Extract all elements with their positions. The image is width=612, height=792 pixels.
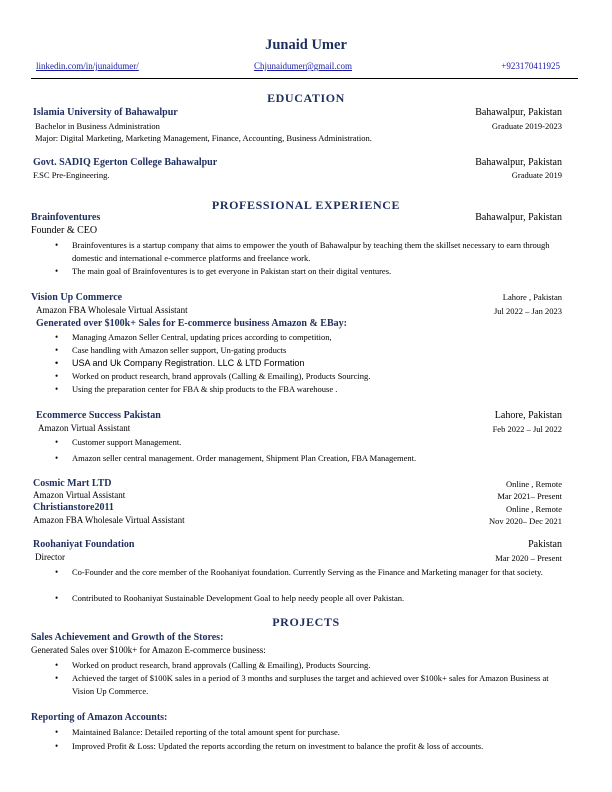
job-role: Amazon Virtual Assistant: [38, 423, 131, 433]
project-title: Sales Achievement and Growth of the Stores:: [31, 632, 224, 643]
bullet-item: • Managing Amazon Seller Central, updating prices according to competition,: [72, 331, 562, 344]
company-name: Ecommerce Success Pakistan: [36, 410, 161, 421]
header-divider: [31, 78, 578, 79]
graduation-date: Graduate 2019: [511, 170, 562, 180]
section-title-projects: PROJECTS: [272, 615, 340, 629]
candidate-name: Junaid Umer: [265, 37, 347, 53]
project-title: Reporting of Amazon Accounts:: [31, 712, 168, 723]
job-dates: Feb 2022 – Jul 2022: [492, 424, 562, 434]
job-dates: Nov 2020– Dec 2021: [489, 516, 562, 526]
bullet-item: • Improved Profit & Loss: Updated the reports according the return on investment to balance the profit & loss of accounts.: [72, 740, 582, 753]
bullet-item: • USA and Uk Company Registration. LLC & LTD Formation: [72, 357, 562, 370]
job-dates: Jul 2022 – Jan 2023: [494, 306, 562, 316]
school-name: Govt. SADIQ Egerton College Bahawalpur: [33, 157, 218, 168]
section-title-experience: PROFESSIONAL EXPERIENCE: [211, 198, 401, 212]
major: Major: Digital Marketing, Marketing Management, Finance, Accounting, Business Administration.: [35, 133, 372, 143]
job-role: Founder & CEO: [31, 225, 98, 236]
company-location: Online , Remote: [506, 504, 562, 514]
bullet-item: • Case handling with Amazon seller support, Un-gating products: [72, 344, 562, 357]
bullet-item: • Worked on product research, brand approvals (Calling & Emailing), Products Sourcing.: [72, 370, 562, 383]
job-role: Amazon Virtual Assistant: [33, 490, 126, 500]
section-title-education: EDUCATION: [267, 91, 345, 105]
phone-number: +923170411925: [501, 61, 560, 71]
graduation-date: Graduate 2019-2023: [491, 121, 562, 131]
linkedin-link[interactable]: linkedin.com/in/junaidumer/: [36, 61, 139, 71]
company-location: Online , Remote: [506, 479, 562, 489]
achievement-highlight: Generated over $100k+ Sales for E-commerce business Amazon & EBay:: [36, 318, 347, 329]
degree: F.SC Pre-Engineering.: [33, 170, 110, 180]
school-name: Islamia University of Bahawalpur: [33, 107, 178, 118]
bullet-item: • Contributed to Roohaniyat Sustainable Development Goal to help needy people all over Pakistan.: [72, 592, 562, 605]
project-subtitle: Generated Sales over $100k+ for Amazon E-commerce business:: [31, 645, 266, 655]
bullet-item: • Customer support Management.: [72, 436, 562, 449]
company-location: Bahawalpur, Pakistan: [475, 212, 562, 223]
bullet-item: • Worked on product research, brand approvals (Calling & Emailing), Products Sourcing.: [72, 659, 562, 672]
company-name: Vision Up Commerce: [31, 292, 123, 303]
company-name: Roohaniyat Foundation: [33, 539, 135, 550]
bullet-item: • Co-Founder and the core member of the Roohaniyat foundation. Currently Serving as the Finance and Marketing manager for that society.: [72, 566, 562, 579]
company-name: Brainfoventures: [31, 212, 101, 223]
school-location: Bahawalpur, Pakistan: [475, 107, 562, 118]
bullet-item: • Achieved the target of $100K sales in a period of 3 months and surpluses the target and achieved over $100k+ sales for Amazon Business at Vision Up Commerce.: [72, 672, 562, 698]
bullet-item: • Maintained Balance: Detailed reporting of the total amount spent for purchase.: [72, 726, 562, 739]
job-dates: Mar 2021– Present: [497, 491, 562, 501]
job-role: Director: [35, 552, 65, 562]
company-name: Christianstore2011: [33, 502, 114, 513]
job-role: Amazon FBA Wholesale Virtual Assistant: [36, 305, 188, 315]
company-location: Lahore, Pakistan: [494, 410, 562, 421]
degree: Bachelor in Business Administration: [35, 121, 160, 131]
bullet-item: • Brainfoventures is a startup company that aims to empower the youth of Bahawalpur by teaching them the skillset necessary to earn through domestic and international e-commerce platforms and freelance work.: [72, 239, 562, 265]
job-dates: Mar 2020 – Present: [495, 553, 562, 563]
company-location: Lahore , Pakistan: [502, 292, 562, 302]
company-location: Pakistan: [528, 539, 562, 550]
job-role: Amazon FBA Wholesale Virtual Assistant: [33, 515, 185, 525]
bullet-item: • Using the preparation center for FBA & ship products to the FBA warehouse .: [72, 383, 562, 396]
company-name: Cosmic Mart LTD: [33, 478, 112, 489]
bullet-item: • The main goal of Brainfoventures is to get everyone in Pakistan start on their digital ventures.: [72, 265, 562, 278]
school-location: Bahawalpur, Pakistan: [475, 157, 562, 168]
email-link[interactable]: Chjunaidumer@gmail.com: [254, 61, 353, 71]
bullet-item: • Amazon seller central management. Order management, Shipment Plan Creation, FBA Management.: [72, 452, 562, 465]
